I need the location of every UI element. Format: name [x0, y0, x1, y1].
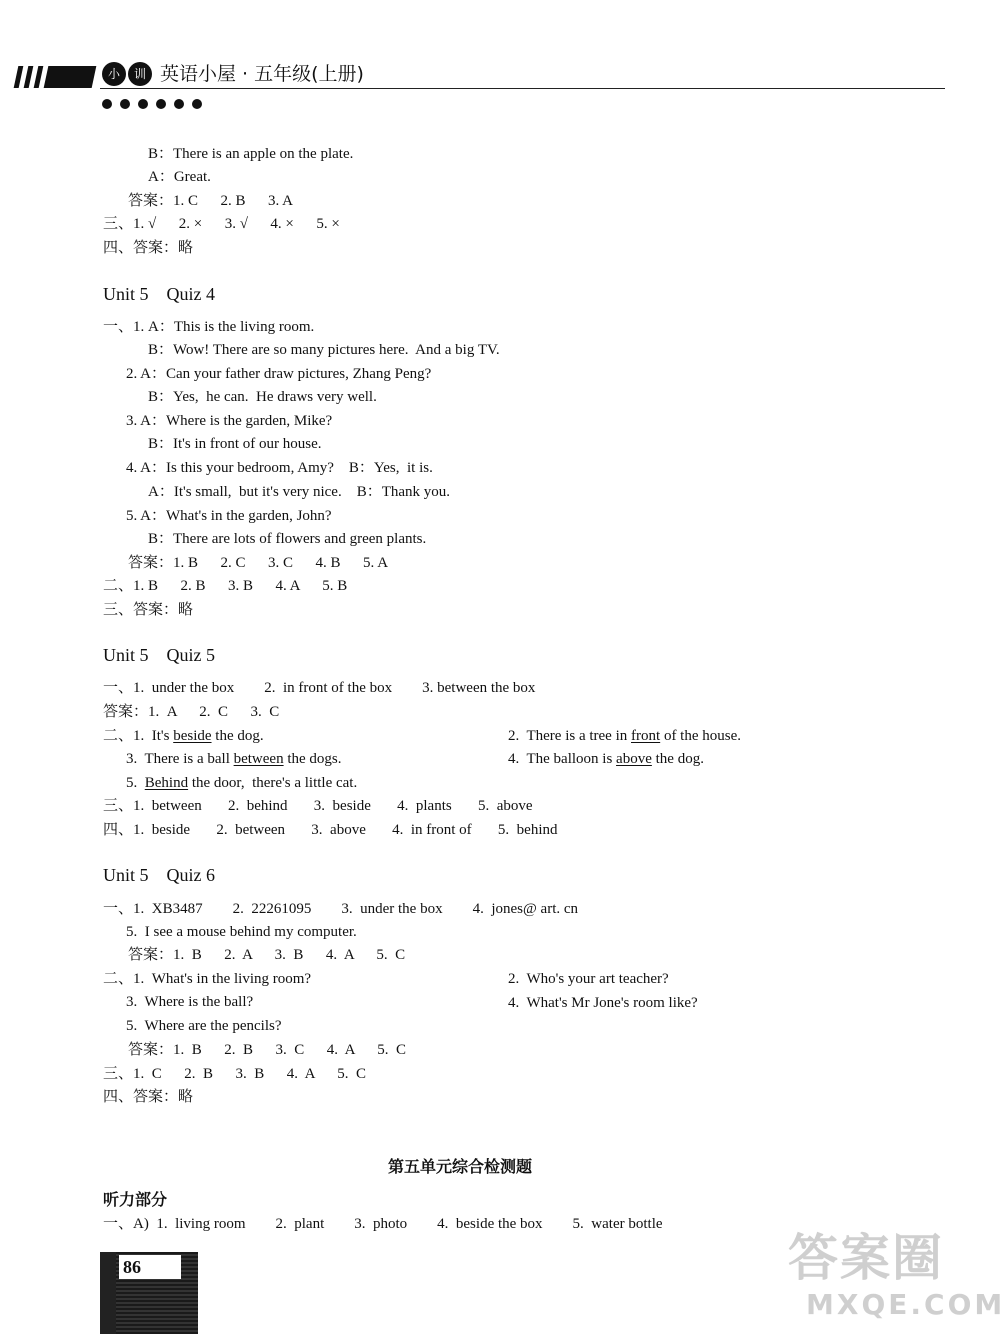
text-line — [148, 530, 426, 548]
header-stripes-decoration — [14, 66, 94, 88]
text-segment: B：Yes, he can. He draws very well. — [148, 389, 377, 405]
text-line — [103, 970, 311, 988]
watermark-line1: 答案圈 — [788, 1229, 944, 1287]
text-line — [126, 774, 357, 792]
text-segment: 答案：1. B 2. B 3. C 4. A 5. C — [128, 1042, 406, 1058]
text-segment: 3. Where is the ball? — [126, 994, 254, 1010]
text-segment: 听力部分 — [103, 1190, 168, 1209]
text-segment: 三、答案：略 — [103, 602, 194, 618]
page-number: 86 — [119, 1255, 181, 1279]
text-line — [128, 554, 388, 572]
text-segment: 5. Where are the pencils? — [126, 1018, 282, 1034]
text-segment: 一、1. XB3487 2. 22261095 3. under the box 4. jones@ art. cn — [103, 901, 579, 917]
text-segment: the dogs. — [283, 751, 342, 767]
text-line — [508, 994, 698, 1012]
text-line — [126, 365, 431, 383]
text-segment: Unit 5 Quiz 6 — [103, 865, 215, 885]
text-line — [126, 1017, 281, 1035]
text-segment: 二、1. B 2. B 3. B 4. A 5. B — [103, 578, 348, 594]
logo-right-text: 训 — [133, 67, 146, 81]
text-line — [126, 412, 332, 430]
text-segment: 四、1. beside 2. between 3. above 4. in front of 5. behind — [103, 822, 558, 838]
text-segment: the dog. — [211, 728, 264, 744]
text-segment: 四、答案：略 — [103, 1089, 194, 1105]
text-line — [103, 703, 279, 721]
text-segment: B：Wow! There are so many pictures here. And a big TV. — [148, 342, 500, 358]
underlined-word: beside — [173, 728, 212, 744]
text-line — [103, 577, 347, 595]
watermark-logo — [778, 1218, 1005, 1336]
text-segment: 4. What's Mr Jone's room like? — [508, 995, 698, 1011]
text-line — [508, 970, 669, 988]
text-line — [128, 192, 293, 210]
text-line — [126, 459, 433, 477]
text-line — [508, 750, 704, 768]
text-segment: 5. I see a mouse behind my computer. — [126, 924, 357, 940]
text-segment: 三、1. √ 2. × 3. √ 4. × 5. × — [103, 216, 340, 232]
text-line — [103, 1088, 193, 1106]
underlined-word: above — [616, 751, 652, 767]
text-segment: 2. Who's your art teacher? — [508, 971, 669, 987]
text-line — [128, 946, 405, 964]
text-line — [103, 821, 558, 839]
text-line — [126, 507, 332, 525]
underlined-word: front — [631, 728, 661, 744]
text-segment: 一、A) 1. living room 2. plant 3. photo 4. beside the box 5. water bottle — [103, 1216, 663, 1232]
text-segment: 答案：1. B 2. C 3. C 4. B 5. A — [128, 555, 389, 571]
text-line — [103, 239, 193, 257]
text-line — [103, 900, 578, 918]
text-line — [508, 727, 741, 745]
section-heading — [388, 1157, 532, 1177]
text-segment: 答案：1. C 2. B 3. A — [128, 193, 294, 209]
text-segment: 4. A：Is this your bedroom, Amy? B：Yes, it is. — [126, 460, 433, 476]
text-segment: 一、1. under the box 2. in front of the box 3. between the box — [103, 680, 536, 696]
section-heading — [103, 644, 215, 666]
text-segment: Unit 5 Quiz 4 — [103, 284, 215, 304]
text-line — [126, 923, 357, 941]
logo-right-circle — [128, 62, 152, 86]
text-segment: 答案：1. A 2. C 3. C — [103, 704, 280, 720]
text-line — [128, 1041, 406, 1059]
text-segment: the door, there's a little cat. — [188, 775, 358, 791]
text-line — [103, 601, 193, 619]
text-line — [148, 435, 322, 453]
logo-left-circle — [102, 62, 126, 86]
text-line — [103, 318, 314, 336]
text-line — [148, 145, 353, 163]
section-heading — [103, 1190, 167, 1210]
text-line — [148, 483, 450, 501]
text-segment: 4. The balloon is — [508, 751, 617, 767]
book-title: 英语小屋 · 五年级(上册) — [160, 63, 364, 85]
section-heading — [103, 864, 215, 886]
text-segment: 2. There is a tree in — [508, 728, 632, 744]
text-segment: B：There is an apple on the plate. — [148, 146, 354, 162]
text-segment: 一、1. A：This is the living room. — [103, 319, 315, 335]
text-line — [103, 797, 533, 815]
text-segment: 5. A：What's in the garden, John? — [126, 508, 332, 524]
text-line — [126, 993, 253, 1011]
header-rule — [100, 88, 945, 89]
text-segment: 第五单元综合检测题 — [388, 1157, 533, 1176]
text-segment: A：It's small, but it's very nice. B：Thank you. — [148, 484, 451, 500]
text-line — [148, 341, 500, 359]
section-heading — [103, 283, 215, 305]
logo-left-text: 小 — [107, 67, 120, 81]
underlined-word: Behind — [144, 775, 189, 791]
text-line — [103, 215, 340, 233]
text-line — [103, 679, 535, 697]
text-segment: 5. — [126, 775, 145, 791]
watermark-line2: MXQE.COM — [806, 1288, 1005, 1321]
text-line — [148, 388, 377, 406]
text-segment: the dog. — [651, 751, 704, 767]
underlined-word: between — [233, 751, 284, 767]
text-line — [103, 1065, 366, 1083]
text-segment: 二、1. What's in the living room? — [103, 971, 312, 987]
text-segment: Unit 5 Quiz 5 — [103, 645, 215, 665]
text-segment: 3. There is a ball — [126, 751, 234, 767]
text-segment: 答案：1. B 2. A 3. B 4. A 5. C — [128, 947, 406, 963]
text-segment: 三、1. between 2. behind 3. beside 4. plants 5. above — [103, 798, 533, 814]
text-line — [126, 750, 342, 768]
text-segment: 四、答案：略 — [103, 240, 194, 256]
text-line — [148, 168, 211, 186]
text-segment: 二、1. It's — [103, 728, 174, 744]
text-line — [103, 1215, 663, 1233]
text-segment: 3. A：Where is the garden, Mike? — [126, 413, 333, 429]
text-segment: B：There are lots of flowers and green plants. — [148, 531, 427, 547]
text-segment: A：Great. — [148, 169, 211, 185]
text-segment: of the house. — [660, 728, 742, 744]
text-segment: B：It's in front of our house. — [148, 436, 322, 452]
text-segment: 2. A：Can your father draw pictures, Zhang Peng? — [126, 366, 432, 382]
header-dots-decoration — [102, 96, 210, 114]
text-segment: 三、1. C 2. B 3. B 4. A 5. C — [103, 1066, 366, 1082]
text-line — [103, 727, 264, 745]
